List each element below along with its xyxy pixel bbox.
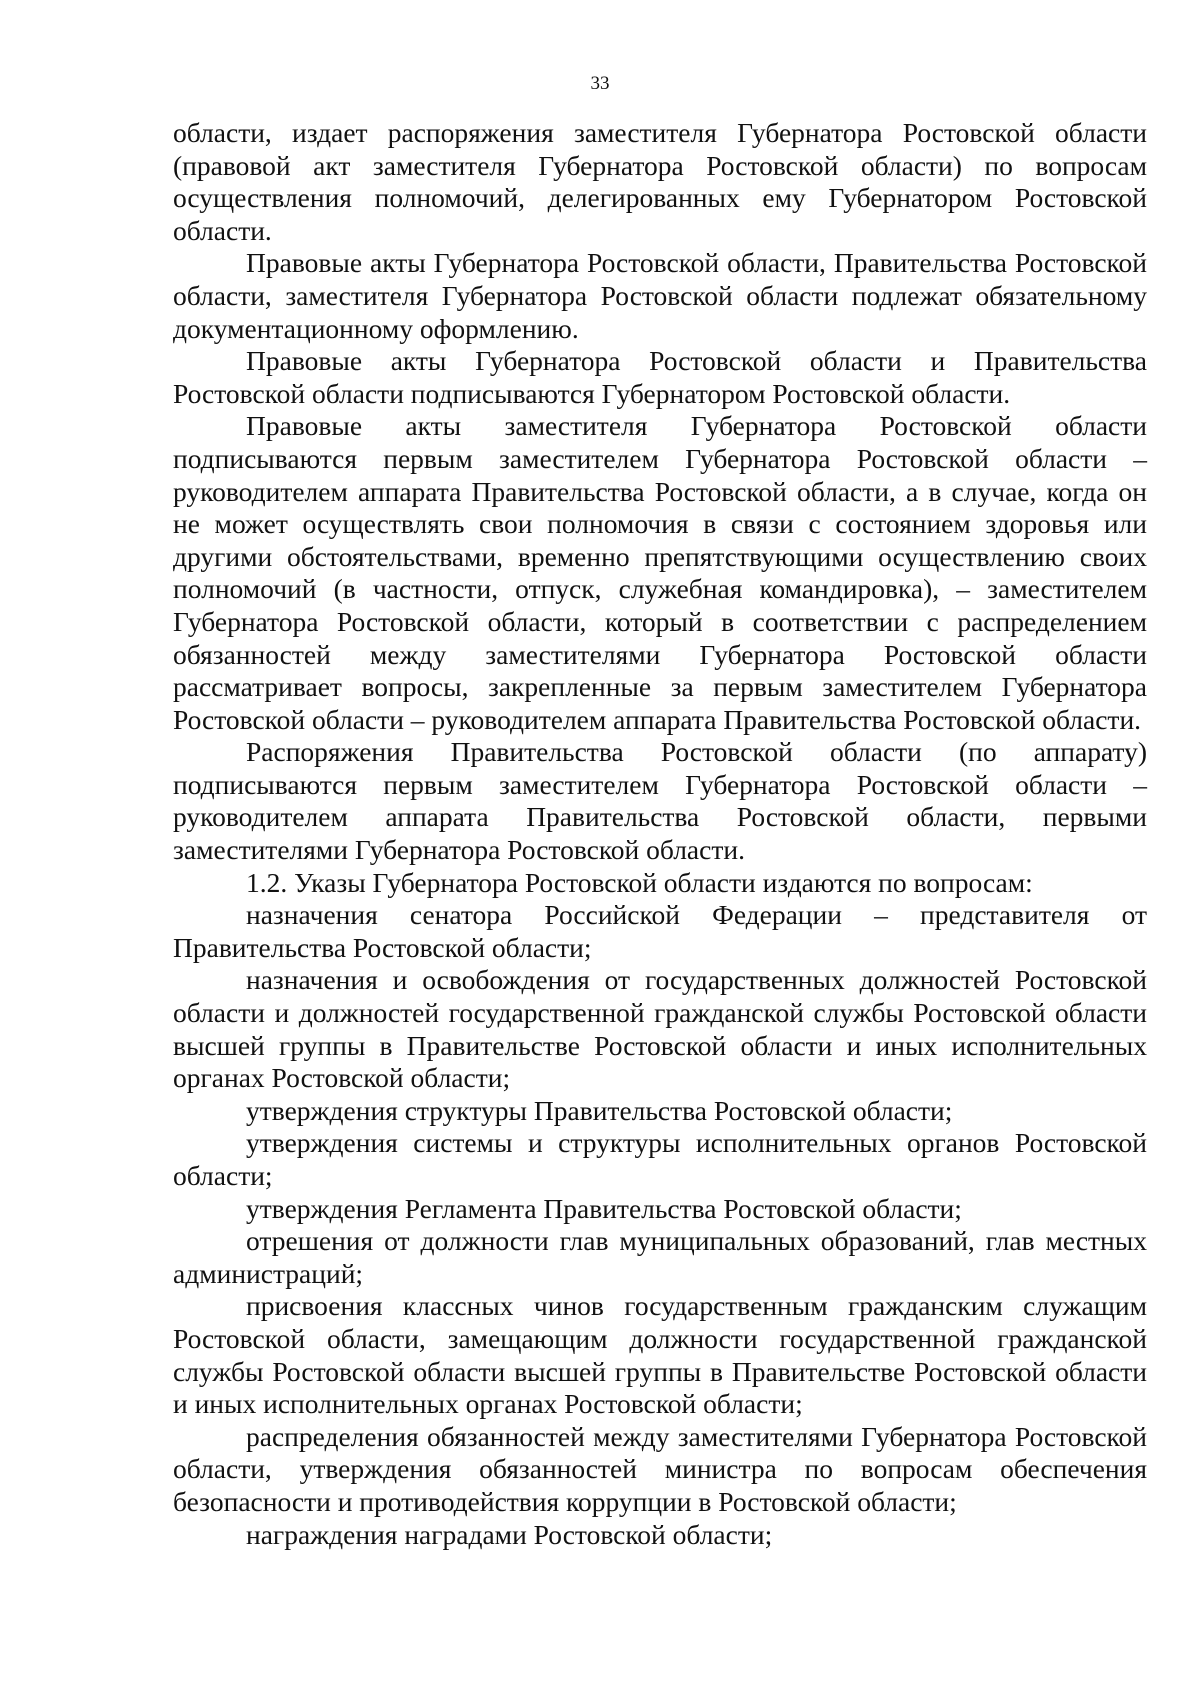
paragraph: Правовые акты Губернатора Ростовской области и Правительства Ростовской области подписываются Губернатором Ростовской области. [173, 345, 1147, 409]
paragraph: награждения наградами Ростовской области; [246, 1518, 773, 1550]
paragraph: Правовые акты Губернатора Ростовской области, Правительства Ростовской области, заместителя Губернатора Ростовской области подлежат обязательному документационному оформлению. [173, 247, 1147, 344]
paragraph: Правовые акты заместителя Губернатора Ростовской области подписываются первым заместителем Губернатора Ростовской области – руководителем аппарата Правительства Ростовской области, а в случае, когда он не может осуществлять свои полномочия в связи с состоянием здоровья или другими обстоятельствами, временно препятствующими осуществлению своих полномочий (в частности, отпуск, служебная командировка), – заместителем Губернатора Ростовской области, который в соответствии с распределением обязанностей между заместителями Губернатора Ростовской области рассматривает вопросы, закрепленные за первым заместителем Губернатора Ростовской области – руководителем аппарата Правительства Ростовской области. [173, 410, 1147, 735]
paragraph: назначения и освобождения от государственных должностей Ростовской области и должностей государственной гражданской службы Ростовской области высшей группы в Правительстве Ростовской области и иных исполнительных органах Ростовской области; [173, 964, 1147, 1094]
paragraph: утверждения Регламента Правительства Ростовской области; [246, 1192, 962, 1224]
paragraph: 1.2. Указы Губернатора Ростовской области издаются по вопросам: [246, 866, 1033, 898]
page-number: 33 [590, 73, 610, 94]
document-body [173, 117, 1147, 1551]
paragraph: присвоения классных чинов государственным гражданским служащим Ростовской области, замещающим должности государственной гражданской службы Ростовской области высшей группы в Правительстве Ростовской области и иных исполнительных органах Ростовской области; [173, 1290, 1147, 1420]
paragraph: области, издает распоряжения заместителя Губернатора Ростовской области (правовой акт заместителя Губернатора Ростовской области) по вопросам осуществления полномочий, делегированных ему Губернатором Ростовской области. [173, 117, 1147, 246]
paragraph: назначения сенатора Российской Федерации – представителя от Правительства Ростовской области; [173, 899, 1147, 963]
paragraph: утверждения структуры Правительства Ростовской области; [246, 1094, 953, 1126]
paragraph: утверждения системы и структуры исполнительных органов Ростовской области; [173, 1127, 1147, 1191]
paragraph: Распоряжения Правительства Ростовской области (по аппарату) подписываются первым заместителем Губернатора Ростовской области – руководителем аппарата Правительства Ростовской области, первыми заместителями Губернатора Ростовской области. [173, 736, 1147, 866]
paragraph: отрешения от должности глав муниципальных образований, глав местных администраций; [173, 1225, 1147, 1289]
paragraph: распределения обязанностей между заместителями Губернатора Ростовской области, утверждения обязанностей министра по вопросам обеспечения безопасности и противодействия коррупции в Ростовской области; [173, 1420, 1147, 1517]
